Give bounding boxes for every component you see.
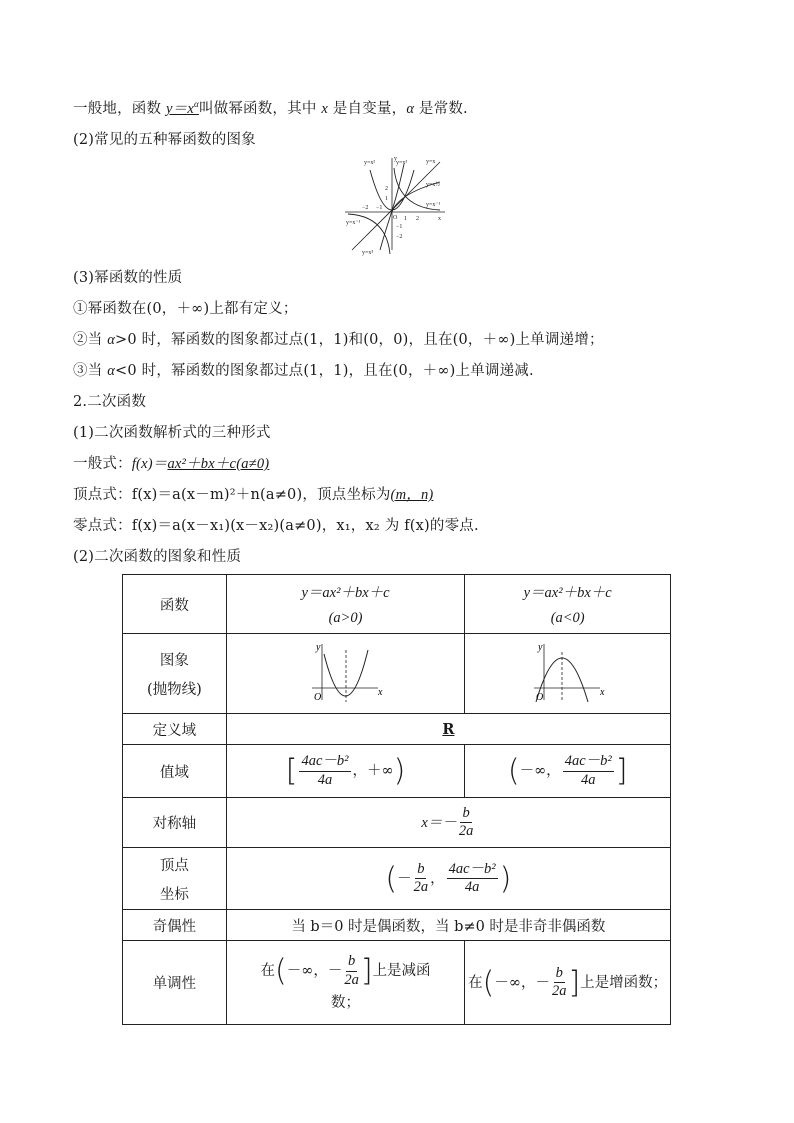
text: 叫做幂函数，其中: [198, 101, 322, 117]
numerator: b: [415, 861, 426, 879]
table-row-header: 单调性: [123, 941, 227, 1025]
section-title-quadratic: 2.二次函数: [73, 394, 147, 410]
text: 零点式：: [73, 518, 132, 534]
denominator: 2a: [413, 879, 429, 895]
table-header-cell: 函数: [123, 575, 227, 634]
text: 在: [468, 974, 483, 991]
text: 上是减函: [372, 963, 431, 979]
text: ，＋∞: [352, 763, 394, 779]
formula-exp: α: [194, 99, 199, 110]
table-cell: [226, 634, 465, 714]
table-cell: [226, 798, 670, 848]
label-x3b: y=x³: [362, 250, 374, 256]
text: <0 时，幂函数的图象都过点(1，1)，且在(0，＋∞)上单调递减.: [115, 363, 534, 379]
label-x3: y=x³: [396, 160, 408, 166]
fraction: [344, 953, 359, 989]
text: 是常数.: [414, 101, 468, 117]
text: －: [397, 870, 412, 887]
denominator: 4a: [580, 771, 596, 788]
tick-y2: 2: [385, 186, 388, 192]
text: 顶点: [159, 857, 189, 874]
table-row: [123, 910, 671, 941]
definition-formula: [166, 101, 199, 117]
fraction: [447, 861, 498, 897]
comma: ，: [430, 870, 445, 887]
property-2: [73, 328, 604, 349]
var-alpha: α: [107, 363, 116, 379]
bracket-open: (: [507, 753, 520, 789]
numerator: b: [554, 965, 565, 983]
var-alpha: α: [406, 101, 415, 117]
table-header-cell: [226, 575, 465, 634]
numerator: 4ac－b²: [447, 861, 498, 879]
tick-xm1: −1: [376, 205, 383, 211]
tick-ym2: −2: [396, 234, 403, 240]
denominator: 2a: [344, 971, 359, 988]
text: x＝－: [421, 814, 457, 831]
power-function-graph: [340, 150, 455, 258]
label-o: O: [313, 691, 321, 703]
domain-value: R: [442, 720, 455, 738]
table-cell: [465, 745, 671, 798]
section-title-five-graphs: (2)常见的五种幂函数的图象: [73, 132, 256, 148]
table-row: [123, 714, 671, 745]
form-zero: [73, 514, 479, 535]
condition: (a<0): [550, 610, 585, 626]
fraction: [552, 965, 567, 1001]
section-title-table: (2)二次函数的图象和性质: [73, 549, 242, 565]
text: 一般式：: [73, 456, 132, 472]
tick-y1: 1: [385, 196, 388, 202]
table-row: [123, 848, 671, 910]
label-o: O: [535, 691, 543, 703]
table-row-header: 对称轴: [123, 798, 227, 848]
text: 坐标: [159, 886, 189, 903]
table-row-header: 定义域: [123, 714, 227, 745]
condition: (a>0): [328, 610, 363, 626]
denominator: 2a: [551, 983, 567, 999]
formula: ax²＋bx＋c(a≠0): [167, 456, 270, 472]
table-row-header: [123, 848, 227, 910]
table-cell: [226, 745, 465, 798]
text: 顶点式：: [73, 487, 132, 503]
var-alpha: α: [107, 332, 116, 348]
bracket-open: (: [275, 953, 287, 989]
text: >0 时，幂函数的图象都过点(1，1)和(0，0)，且在(0，＋∞)上单调递增；: [115, 332, 604, 348]
property-3: [73, 359, 534, 380]
text: f(x)＝a(x－x₁)(x－x₂)(a≠0)，x₁，x₂ 为 f(x)的零点.: [131, 518, 479, 534]
tick-x2: 2: [416, 216, 419, 222]
label-y: y: [315, 641, 320, 653]
text: ③当: [73, 363, 108, 379]
power-function-definition: [73, 97, 468, 118]
bracket-close: ]: [360, 953, 373, 989]
numerator: 4ac－b²: [299, 753, 350, 771]
label-x2: y=x²: [364, 160, 376, 166]
table-cell: [465, 634, 671, 714]
form-vertex: [73, 483, 433, 504]
origin: O: [393, 215, 398, 221]
fraction: [414, 861, 429, 897]
label-x: x: [599, 686, 605, 698]
table-cell: 当 b＝0 时是偶函数，当 b≠0 时是非奇非偶函数: [226, 910, 670, 941]
quadratic-properties-table: [122, 574, 671, 1025]
bracket-open: (: [385, 861, 398, 896]
denominator: 2a: [458, 823, 474, 839]
axis-y: y: [394, 156, 397, 162]
bracket-close: ): [499, 861, 512, 896]
fraction: [299, 753, 350, 789]
label-inv2: y=x⁻¹: [346, 220, 361, 226]
text: f(x)＝: [131, 456, 168, 472]
label-x: x: [377, 686, 382, 698]
table-row: [123, 941, 671, 1025]
numerator: b: [460, 805, 471, 823]
table-cell: [226, 848, 670, 910]
table-cell: [465, 941, 671, 1025]
formula: (m，n): [390, 487, 434, 503]
fraction: [563, 753, 614, 789]
tick-x1: 1: [404, 216, 407, 222]
table-row: [123, 745, 671, 798]
table-row: [123, 575, 671, 634]
text: －∞，: [519, 763, 561, 779]
table-row-header: [123, 634, 227, 714]
section-title-properties: (3)幂函数的性质: [73, 270, 183, 286]
property-1: ①幂函数在(0，＋∞)上都有定义；: [73, 301, 298, 317]
equation: y＝ax²＋bx＋c: [301, 585, 390, 601]
text: 上是增函数；: [580, 974, 668, 991]
text: f(x)＝a(x－m)²＋n(a≠0)，顶点坐标为: [131, 487, 391, 503]
table-cell: [226, 714, 670, 745]
table-cell: [226, 941, 465, 1025]
tick-xm2: −2: [362, 205, 369, 211]
label-inv: y=x⁻¹: [426, 202, 441, 208]
bracket-close: ): [393, 753, 406, 789]
section-title-forms: (1)二次函数解析式的三种形式: [73, 425, 271, 441]
tick-ym1: −1: [396, 224, 403, 230]
label-sqrt: y=x½: [426, 182, 440, 188]
table-header-cell: [465, 575, 671, 634]
numerator: 4ac－b²: [563, 753, 614, 771]
denominator: 4a: [464, 879, 480, 895]
label-x: y=x: [426, 159, 436, 165]
bracket-close: ]: [615, 753, 628, 789]
table-row: [123, 798, 671, 848]
parabola-down-graph: [528, 640, 608, 704]
text: 一般地，函数: [73, 101, 167, 117]
form-general: [73, 452, 269, 473]
text: 在: [260, 963, 276, 979]
bracket-close: ]: [568, 965, 581, 1000]
numerator: b: [346, 953, 357, 971]
text: 数；: [331, 994, 361, 1011]
text: ②当: [73, 332, 108, 348]
parabola-up-graph: [306, 640, 386, 704]
text: －∞，－: [494, 974, 550, 991]
text: 图象: [159, 652, 189, 669]
axis-x: x: [438, 216, 441, 222]
text: 是自变量，: [328, 101, 407, 117]
var-x: x: [321, 101, 328, 117]
denominator: 4a: [317, 771, 333, 788]
mono-decrease: [227, 953, 465, 989]
equation: y＝ax²＋bx＋c: [523, 585, 612, 601]
fraction: [459, 805, 474, 841]
bracket-open: (: [482, 965, 495, 1000]
table-row-header: 值域: [123, 745, 227, 798]
text: －∞，－: [286, 963, 343, 979]
table-row: [123, 634, 671, 714]
table-row-header: 奇偶性: [123, 910, 227, 941]
label-y: y: [537, 641, 543, 653]
text: (抛物线): [146, 681, 202, 698]
bracket-open: [: [285, 753, 298, 789]
formula-base: y＝x: [166, 101, 194, 117]
